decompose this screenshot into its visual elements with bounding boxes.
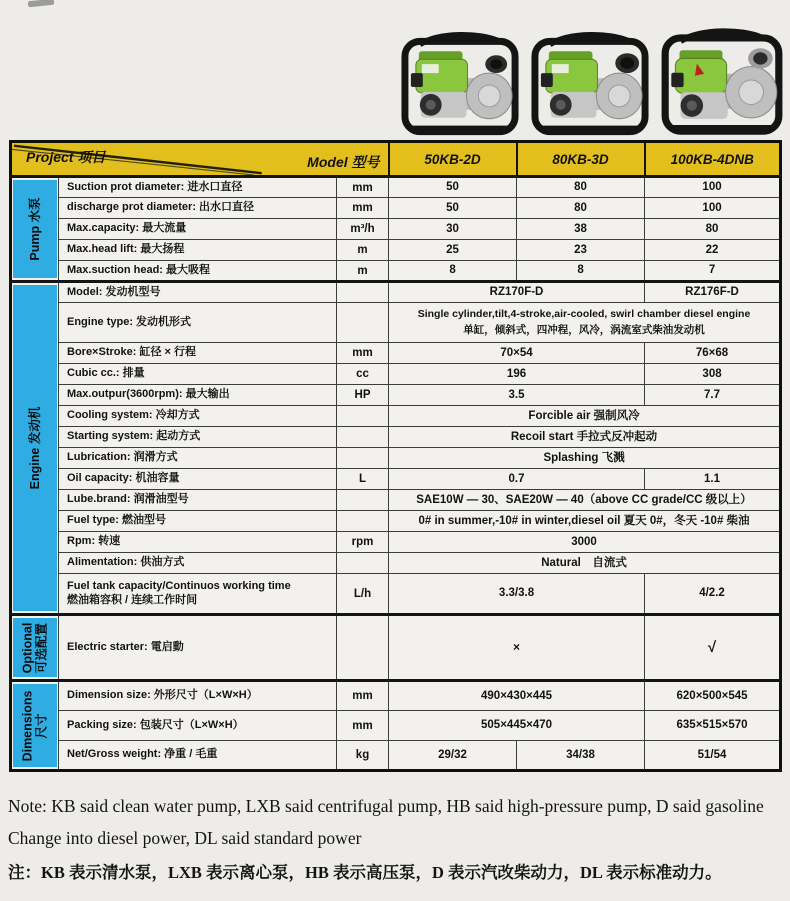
dimension-size-label: Dimension size: 外形尺寸（L×W×H） xyxy=(59,681,337,711)
fuel-tank-100kb: 4/2.2 xyxy=(645,574,781,615)
max-suction-head-50kb: 8 xyxy=(389,261,517,282)
project-label: Project 项目 xyxy=(26,149,106,165)
engine-type-unit xyxy=(337,303,389,343)
alimentation-value: Natural 自流式 xyxy=(389,553,781,574)
max-output-100kb: 7.7 xyxy=(645,385,781,406)
rpm-label: Rpm: 转速 xyxy=(59,532,337,553)
packing-size-label: Packing size: 包装尺寸（L×W×H） xyxy=(59,711,337,741)
model-label: Model 型号 xyxy=(307,154,380,170)
rpm-unit: rpm xyxy=(337,532,389,553)
electric-starter-label: Electric starter: 電启動 xyxy=(59,615,337,681)
bore-stroke-100kb: 76×68 xyxy=(645,343,781,364)
discharge-diameter-unit: mm xyxy=(337,198,389,219)
discharge-diameter-50kb: 50 xyxy=(389,198,517,219)
cubic-cc-50-80kb: 196 xyxy=(389,364,645,385)
alimentation-unit xyxy=(337,553,389,574)
engine-type-label: Engine type: 发动机形式 xyxy=(59,303,337,343)
max-output-50-80kb: 3.5 xyxy=(389,385,645,406)
max-capacity-50kb: 30 xyxy=(389,219,517,240)
category-optional-en: Optional xyxy=(20,622,35,673)
packing-size-50-80kb: 505×445×470 xyxy=(389,711,645,741)
cubic-cc-100kb: 308 xyxy=(645,364,781,385)
cubic-cc-label: Cubic cc.: 排量 xyxy=(59,364,337,385)
engine-type-value-zh: 单缸，倾斜式，四冲程，风冷，涡流室式柴油发动机 xyxy=(463,323,705,336)
starting-system-unit xyxy=(337,427,389,448)
suction-diameter-50kb: 50 xyxy=(389,177,517,198)
row-max-suction-head xyxy=(11,261,781,282)
engine-type-value xyxy=(389,303,781,343)
row-discharge-diameter xyxy=(11,198,781,219)
footnote-english: Note: KB said clean water pump, LXB said centrifugal pump, HB said high-pressure pump, D said gasoline Change into diesel power, DL said standard power xyxy=(8,796,764,849)
row-engine-model xyxy=(11,282,781,303)
row-max-capacity xyxy=(11,219,781,240)
fuel-tank-unit: L/h xyxy=(337,574,389,615)
suction-diameter-unit: mm xyxy=(337,177,389,198)
row-dimension-size xyxy=(11,681,781,711)
row-max-head-lift xyxy=(11,240,781,261)
max-head-50kb: 25 xyxy=(389,240,517,261)
fuel-tank-50-80kb: 3.3/3.8 xyxy=(389,574,645,615)
max-head-label: Max.head lift: 最大扬程 xyxy=(59,240,337,261)
row-suction-diameter xyxy=(11,177,781,198)
spec-table xyxy=(9,140,782,772)
alimentation-label: Alimentation: 供油方式 xyxy=(59,553,337,574)
row-lubrication xyxy=(11,448,781,469)
category-dimensions-en: Dimensions xyxy=(20,690,35,761)
weight-unit: kg xyxy=(337,741,389,771)
row-rpm xyxy=(11,532,781,553)
lubrication-unit xyxy=(337,448,389,469)
engine-model-unit xyxy=(337,282,389,303)
category-optional xyxy=(11,615,59,681)
dimension-size-50-80kb: 490×430×445 xyxy=(389,681,645,711)
model-header-100kb-4dnb: 100KB-4DNB xyxy=(645,142,781,177)
row-cubic-cc xyxy=(11,364,781,385)
model-header-50kb-2d: 50KB-2D xyxy=(389,142,517,177)
dimension-size-100kb: 620×500×545 xyxy=(645,681,781,711)
category-dimensions-zh: 尺寸 xyxy=(35,712,49,739)
spec-table-wrap xyxy=(9,140,782,772)
cooling-system-label: Cooling system: 冷却方式 xyxy=(59,406,337,427)
row-fuel-tank xyxy=(11,574,781,615)
fuel-type-label: Fuel type: 燃油型号 xyxy=(59,511,337,532)
fuel-tank-label-en: Fuel tank capacity/Continuos working time xyxy=(67,579,291,592)
cubic-cc-unit: cc xyxy=(337,364,389,385)
oil-capacity-label: Oil capacity: 机油容量 xyxy=(59,469,337,490)
max-capacity-80kb: 38 xyxy=(517,219,645,240)
row-fuel-type xyxy=(11,511,781,532)
max-suction-head-80kb: 8 xyxy=(517,261,645,282)
row-engine-type xyxy=(11,303,781,343)
dimension-size-unit: mm xyxy=(337,681,389,711)
electric-starter-100kb: √ xyxy=(645,615,781,681)
max-capacity-100kb: 80 xyxy=(645,219,781,240)
packing-size-unit: mm xyxy=(337,711,389,741)
discharge-diameter-label: discharge prot diameter: 出水口直径 xyxy=(59,198,337,219)
oil-capacity-100kb: 1.1 xyxy=(645,469,781,490)
category-pump xyxy=(11,177,59,282)
category-dimensions xyxy=(11,681,59,771)
engine-model-50-80kb: RZ170F-D xyxy=(389,282,645,303)
max-suction-head-unit: m xyxy=(337,261,389,282)
max-output-unit: HP xyxy=(337,385,389,406)
max-head-100kb: 22 xyxy=(645,240,781,261)
electric-starter-50-80kb: × xyxy=(389,615,645,681)
max-capacity-label: Max.capacity: 最大流量 xyxy=(59,219,337,240)
lubrication-label: Lubrication: 润滑方式 xyxy=(59,448,337,469)
bore-stroke-50-80kb: 70×54 xyxy=(389,343,645,364)
category-dimensions-label xyxy=(21,690,50,761)
oil-capacity-unit: L xyxy=(337,469,389,490)
max-output-label: Max.outpur(3600rpm): 最大输出 xyxy=(59,385,337,406)
corner-artifact xyxy=(28,0,54,7)
project-model-header-cell xyxy=(11,142,389,177)
row-packing-size xyxy=(11,711,781,741)
lube-brand-value: SAE10W — 30、SAE20W — 40（above CC grade/CC 级以上） xyxy=(389,490,781,511)
weight-80kb: 34/38 xyxy=(517,741,645,771)
weight-50kb: 29/32 xyxy=(389,741,517,771)
starting-system-label: Starting system: 起动方式 xyxy=(59,427,337,448)
packing-size-100kb: 635×515×570 xyxy=(645,711,781,741)
fuel-tank-label-zh: 燃油箱容积 / 连续工作时间 xyxy=(67,593,198,606)
starting-system-value: Recoil start 手拉式反冲起动 xyxy=(389,427,781,448)
cooling-system-unit xyxy=(337,406,389,427)
row-bore-stroke xyxy=(11,343,781,364)
max-head-unit: m xyxy=(337,240,389,261)
suction-diameter-80kb: 80 xyxy=(517,177,645,198)
suction-diameter-100kb: 100 xyxy=(645,177,781,198)
fuel-type-value: 0# in summer,-10# in winter,diesel oil 夏天 0#，冬天 -10# 柴油 xyxy=(389,511,781,532)
row-alimentation xyxy=(11,553,781,574)
footnote xyxy=(8,790,786,883)
pump-photo-100kb-4dnb xyxy=(658,24,786,140)
max-capacity-unit: m³/h xyxy=(337,219,389,240)
discharge-diameter-100kb: 100 xyxy=(645,198,781,219)
max-head-80kb: 23 xyxy=(517,240,645,261)
bore-stroke-unit: mm xyxy=(337,343,389,364)
lube-brand-label: Lube.brand: 润滑油型号 xyxy=(59,490,337,511)
lube-brand-unit xyxy=(337,490,389,511)
category-engine xyxy=(11,282,59,615)
bore-stroke-label: Bore×Stroke: 缸径 × 行程 xyxy=(59,343,337,364)
row-cooling-system xyxy=(11,406,781,427)
row-max-output xyxy=(11,385,781,406)
oil-capacity-50-80kb: 0.7 xyxy=(389,469,645,490)
model-header-80kb-3d: 80KB-3D xyxy=(517,142,645,177)
discharge-diameter-80kb: 80 xyxy=(517,198,645,219)
row-electric-starter xyxy=(11,615,781,681)
electric-starter-unit xyxy=(337,615,389,681)
engine-model-label: Model: 发动机型号 xyxy=(59,282,337,303)
footnote-chinese: 注：KB 表示清水泵，LXB 表示离心泵，HB 表示高压泵，D 表示汽改柴动力，DL 表示标准动力。 xyxy=(8,862,722,882)
rpm-value: 3000 xyxy=(389,532,781,553)
table-header-row xyxy=(11,142,781,177)
max-suction-head-100kb: 7 xyxy=(645,261,781,282)
max-suction-head-label: Max.suction head: 最大吸程 xyxy=(59,261,337,282)
suction-diameter-label: Suction prot diameter: 进水口直径 xyxy=(59,177,337,198)
fuel-tank-label xyxy=(59,574,337,615)
weight-100kb: 51/54 xyxy=(645,741,781,771)
row-starting-system xyxy=(11,427,781,448)
pump-photo-50kb-2d xyxy=(398,28,522,140)
category-engine-label: Engine 发动机 xyxy=(27,406,42,490)
row-lube-brand xyxy=(11,490,781,511)
row-oil-capacity xyxy=(11,469,781,490)
engine-model-100kb: RZ176F-D xyxy=(645,282,781,303)
pump-photo-80kb-3d xyxy=(528,28,652,140)
fuel-type-unit xyxy=(337,511,389,532)
category-optional-label xyxy=(21,622,50,673)
weight-label: Net/Gross weight: 净重 / 毛重 xyxy=(59,741,337,771)
lubrication-value: Splashing 飞溅 xyxy=(389,448,781,469)
cooling-system-value: Forcible air 强制风冷 xyxy=(389,406,781,427)
engine-type-value-en: Single cylinder,tilt,4-stroke,air-cooled, swirl chamber diesel engine xyxy=(417,308,751,321)
category-optional-zh: 可选配置 xyxy=(35,622,49,673)
category-pump-label: Pump 水泵 xyxy=(27,197,42,261)
product-photos xyxy=(398,24,786,140)
row-net-gross-weight xyxy=(11,741,781,771)
